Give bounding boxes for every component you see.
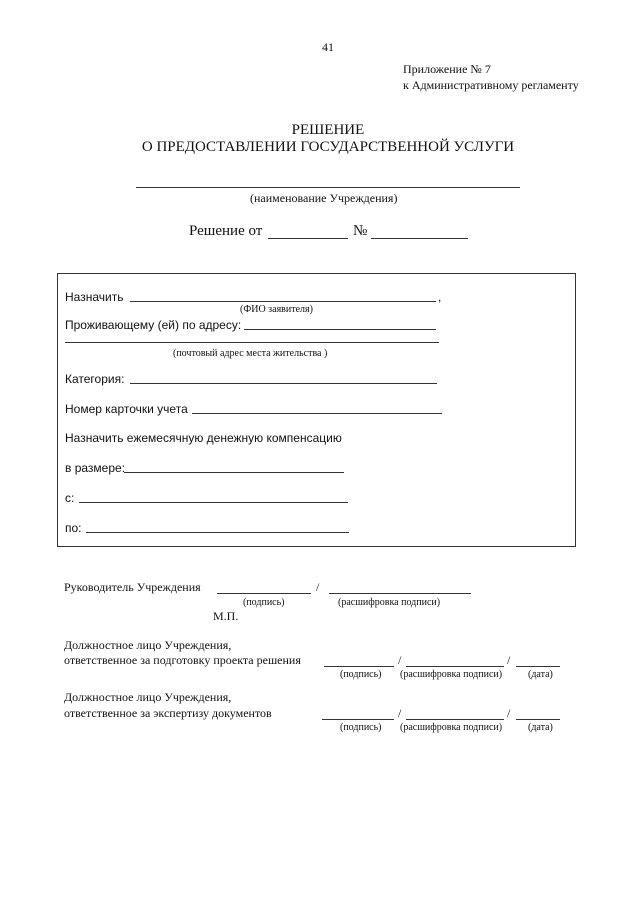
head-decoding-caption: (расшифровка подписи) — [338, 597, 441, 608]
official1-decoding-line — [406, 666, 504, 667]
head-decoding-line — [329, 593, 471, 594]
from-line — [79, 502, 348, 503]
official1-signature-line — [324, 666, 394, 667]
institution-line — [136, 187, 520, 188]
assign-comma: , — [438, 290, 442, 304]
official2-slash1: / — [398, 706, 402, 720]
card-label: Номер карточки учета — [65, 402, 188, 416]
official2-slash2: / — [507, 706, 511, 720]
official1-slash1: / — [398, 653, 402, 667]
official2-date-line — [516, 719, 560, 720]
official1-date-line — [516, 666, 560, 667]
official1-date-caption: (дата) — [528, 669, 553, 680]
official1-slash2: / — [507, 653, 511, 667]
appendix-line2: к Административному регламенту — [403, 78, 579, 92]
decision-number-sign: № — [353, 223, 368, 239]
decision-date-line — [268, 238, 348, 239]
official2-decoding-caption: (расшифровка подписи) — [400, 722, 503, 733]
official2-line2: ответственное за экспертизу документов — [64, 706, 272, 720]
stamp-label: М.П. — [213, 609, 239, 623]
official2-signature-line — [322, 719, 394, 720]
official1-line1: Должностное лицо Учреждения, — [64, 638, 232, 652]
official1-decoding-caption: (расшифровка подписи) — [400, 669, 503, 680]
title-line2: О ПРЕДОСТАВЛЕНИИ ГОСУДАРСТВЕННОЙ УСЛУГИ — [141, 139, 515, 155]
head-signature-line — [217, 593, 311, 594]
from-label: с: — [65, 491, 75, 505]
to-line — [86, 532, 349, 533]
official2-signature-caption: (подпись) — [340, 722, 382, 733]
head-slash: / — [316, 580, 320, 594]
official1-signature-caption: (подпись) — [340, 669, 382, 680]
category-line — [130, 383, 437, 384]
institution-caption: (наименование Учреждения) — [250, 191, 398, 205]
address-caption: (почтовый адрес места жительства ) — [173, 348, 328, 359]
decision-label: Решение от — [189, 223, 263, 239]
fio-caption: (ФИО заявителя) — [240, 304, 313, 315]
card-line — [192, 413, 442, 414]
official2-date-caption: (дата) — [528, 722, 553, 733]
official1-line2: ответственное за подготовку проекта решения — [64, 653, 301, 667]
head-label: Руководитель Учреждения — [64, 580, 201, 594]
to-label: по: — [65, 521, 82, 535]
compensation-label: Назначить ежемесячную денежную компенсацию — [65, 431, 342, 445]
page-number: 41 — [322, 40, 334, 54]
fio-line — [130, 301, 436, 302]
appendix-line1: Приложение № 7 — [403, 62, 491, 76]
residing-label: Проживающему (ей) по адресу: — [65, 318, 242, 332]
title-line1: РЕШЕНИЕ — [291, 122, 365, 138]
category-label: Категория: — [65, 372, 125, 386]
decision-number-line — [371, 238, 468, 239]
amount-line — [124, 472, 344, 473]
address-line1 — [244, 329, 436, 330]
head-signature-caption: (подпись) — [243, 597, 285, 608]
official2-decoding-line — [406, 719, 504, 720]
assign-label: Назначить — [65, 290, 124, 304]
amount-label: в размере: — [65, 461, 126, 475]
official2-line1: Должностное лицо Учреждения, — [64, 690, 232, 704]
address-line2 — [65, 342, 439, 343]
